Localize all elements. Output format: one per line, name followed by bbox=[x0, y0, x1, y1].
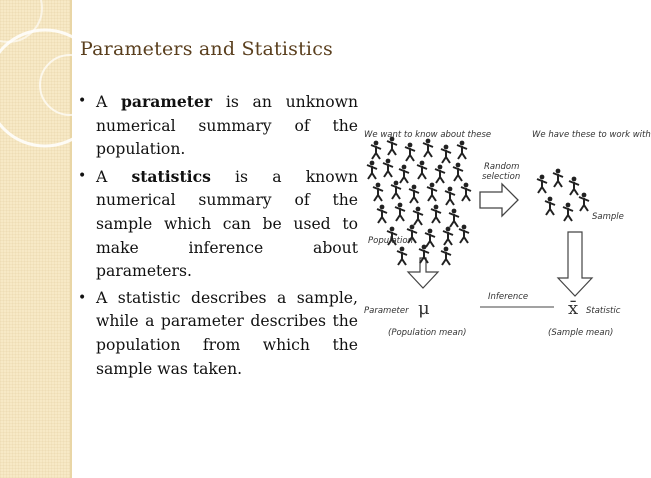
population-person-icon bbox=[423, 139, 433, 157]
bullet-parameter: • A parameter is an unknown numerical summary of the population. bbox=[78, 90, 358, 162]
population-person-icon bbox=[435, 165, 445, 183]
population-person-icon bbox=[409, 185, 419, 203]
left-header-label: We want to know about these bbox=[364, 130, 492, 140]
sample-down-arrow bbox=[558, 232, 592, 296]
decorative-circles bbox=[0, 0, 70, 478]
statistic-label: Statistic bbox=[586, 306, 621, 316]
bullet-statistics: • A statistics is a known numerical summary of the sample which can be used to make inference about parameters. bbox=[78, 165, 358, 284]
population-person-icon bbox=[445, 187, 455, 205]
random-label-line1: Random bbox=[484, 162, 520, 172]
xbar-symbol: x̄ bbox=[568, 298, 579, 319]
parameter-label: Parameter bbox=[364, 306, 409, 316]
population-person-icon bbox=[391, 181, 401, 199]
sample-mean-label: (Sample mean) bbox=[548, 328, 614, 338]
population-person-icon bbox=[399, 165, 409, 183]
population-person-icon bbox=[383, 159, 393, 177]
bullet-statistic-vs-parameter: • A statistic describes a sample, while a parameter describes the population from which the sample was taken. bbox=[78, 287, 358, 381]
population-person-icon bbox=[425, 229, 435, 247]
sample-person-icon bbox=[537, 175, 547, 193]
population-person-icon bbox=[413, 207, 423, 225]
sample-person-icon bbox=[563, 203, 573, 221]
right-header-label: We have these to work with bbox=[532, 130, 651, 140]
random-selection-arrow bbox=[480, 184, 518, 216]
population-person-icon bbox=[405, 143, 415, 161]
sample-person-icon bbox=[545, 197, 555, 215]
bold-term-parameter: parameter bbox=[121, 92, 213, 111]
sample-person-icon bbox=[553, 169, 563, 187]
decorative-side-band bbox=[0, 0, 72, 478]
population-person-icon bbox=[453, 163, 463, 181]
bold-term-statistics: statistics bbox=[131, 166, 211, 186]
population-person-icon bbox=[417, 161, 427, 179]
population-mean-label: (Population mean) bbox=[388, 328, 467, 338]
population-person-icon bbox=[459, 225, 469, 243]
population-person-icon bbox=[443, 227, 453, 245]
population-person-icon bbox=[457, 141, 467, 159]
population-person-icon bbox=[377, 205, 387, 223]
population-person-icon bbox=[449, 209, 459, 227]
population-person-icon bbox=[373, 183, 383, 201]
population-label: Population bbox=[368, 236, 413, 246]
population-person-icon bbox=[461, 183, 471, 201]
population-person-icon bbox=[395, 203, 405, 221]
population-person-icon bbox=[427, 183, 437, 201]
population-person-icon bbox=[397, 247, 407, 265]
population-person-icon bbox=[367, 161, 377, 179]
population-sample-diagram bbox=[362, 122, 651, 346]
sample-person-icon bbox=[569, 177, 579, 195]
mu-symbol: μ bbox=[418, 298, 430, 319]
random-label-line2: selection bbox=[482, 172, 521, 182]
bullet-list bbox=[78, 90, 358, 384]
slide-title: Parameters and Statistics bbox=[80, 38, 333, 60]
population-person-icon bbox=[441, 145, 451, 163]
population-down-arrow bbox=[408, 258, 438, 288]
sample-label: Sample bbox=[592, 212, 624, 222]
sample-person-icon bbox=[579, 193, 589, 211]
population-person-icon bbox=[431, 205, 441, 223]
population-person-icon bbox=[441, 247, 451, 265]
inference-label: Inference bbox=[488, 292, 529, 302]
population-person-icon bbox=[371, 141, 381, 159]
